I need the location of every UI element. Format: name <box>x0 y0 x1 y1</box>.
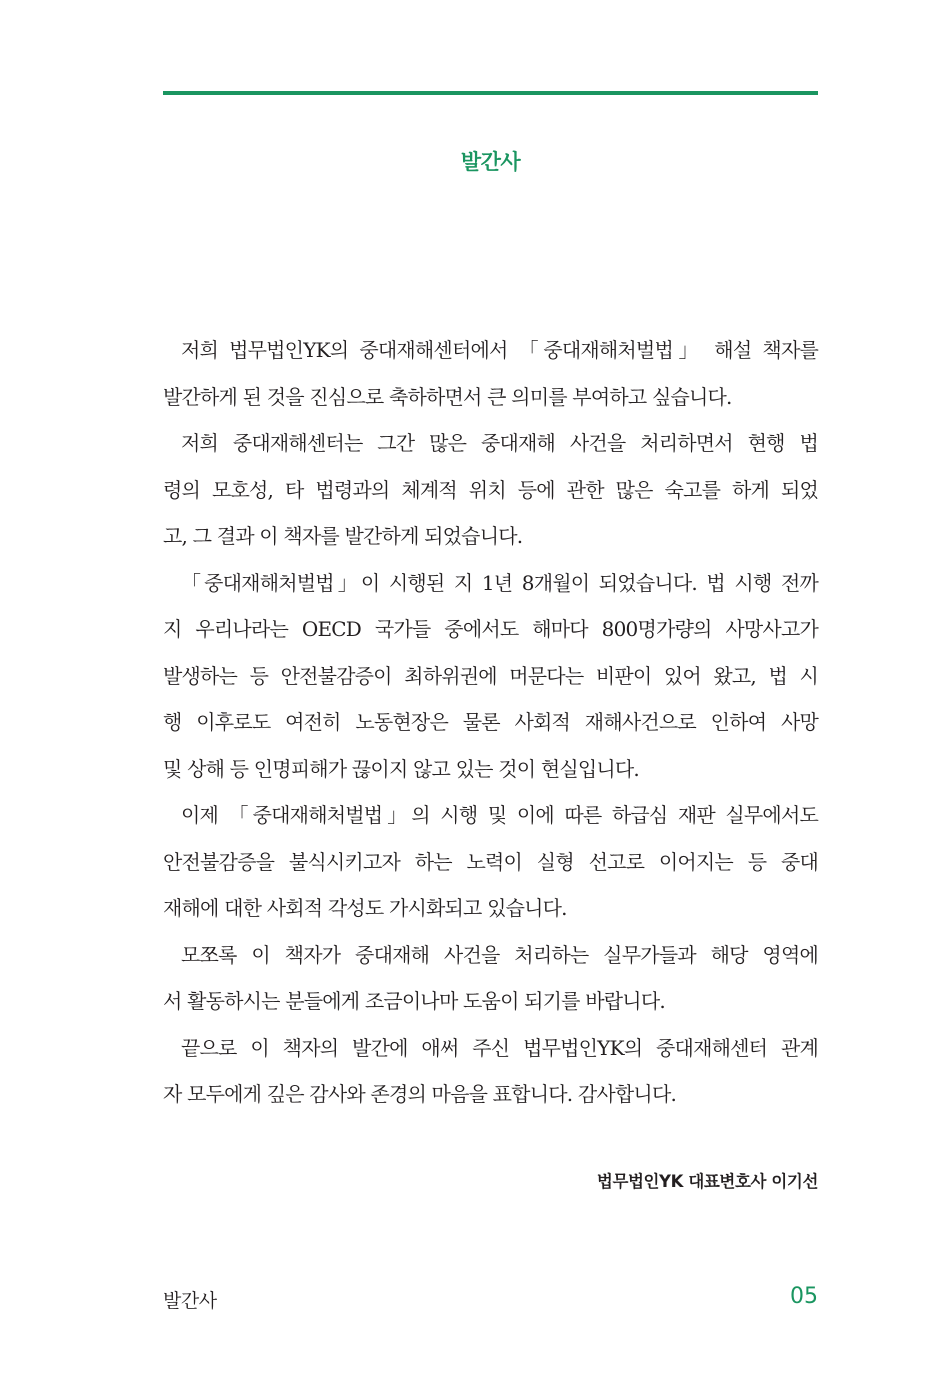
body-text <box>163 327 818 1118</box>
body-line: 발간하게 된 것을 진심으로 축하하면서 큰 의미를 부여하고 싶습니다. <box>163 384 732 409</box>
body-line: 모쪼록 이 책자가 중대재해 사건을 처리하는 실무가들과 해당 영역에 <box>181 942 818 967</box>
page-number: 05 <box>790 1284 818 1309</box>
body-line: 이제 「중대재해처벌법」의 시행 및 이에 따른 하급심 재판 실무에서도 <box>181 803 818 827</box>
body-line: 고, 그 결과 이 책자를 발간하게 되었습니다. <box>163 524 523 548</box>
body-line: 안전불감증을 불식시키고자 하는 노력이 실형 선고로 이어지는 등 중대 <box>163 849 818 874</box>
body-line: 지 우리나라는 OECD 국가들 중에서도 해마다 800명가량의 사망사고가 <box>163 617 818 641</box>
body-line: 저희 중대재해센터는 그간 많은 중대재해 사건을 처리하면서 현행 법 <box>181 431 818 455</box>
body-line: 및 상해 등 인명피해가 끊이지 않고 있는 것이 현실입니다. <box>163 756 639 781</box>
body-line: 발생하는 등 안전불감증이 최하위권에 머문다는 비판이 있어 왔고, 법 시 <box>163 663 818 688</box>
body-line: 끝으로 이 책자의 발간에 애써 주신 법무법인YK의 중대재해센터 관계 <box>181 1035 818 1060</box>
page-title: 발간사 <box>460 150 521 174</box>
body-line: 「중대재해처벌법」이 시행된 지 1년 8개월이 되었습니다. 법 시행 전까 <box>181 570 818 595</box>
footer-section-label: 발간사 <box>163 1290 217 1312</box>
body-line: 재해에 대한 사회적 각성도 가시화되고 있습니다. <box>163 896 567 920</box>
body-line: 서 활동하시는 분들에게 조금이나마 도움이 되기를 바랍니다. <box>163 989 665 1013</box>
body-line: 행 이후로도 여전히 노동현장은 물론 사회적 재해사건으로 인하여 사망 <box>163 710 818 734</box>
body-line: 령의 모호성, 타 법령과의 체계적 위치 등에 관한 많은 숙고를 하게 되었 <box>163 477 818 502</box>
body-line: 자 모두에게 깊은 감사와 존경의 마음을 표합니다. 감사합니다. <box>163 1082 677 1106</box>
signature: 법무법인YK 대표변호사 이기선 <box>596 1172 818 1191</box>
body-line: 저희 법무법인YK의 중대재해센터에서 「중대재해처벌법」 해설 책자를 <box>181 338 818 362</box>
header-rule <box>163 91 818 95</box>
